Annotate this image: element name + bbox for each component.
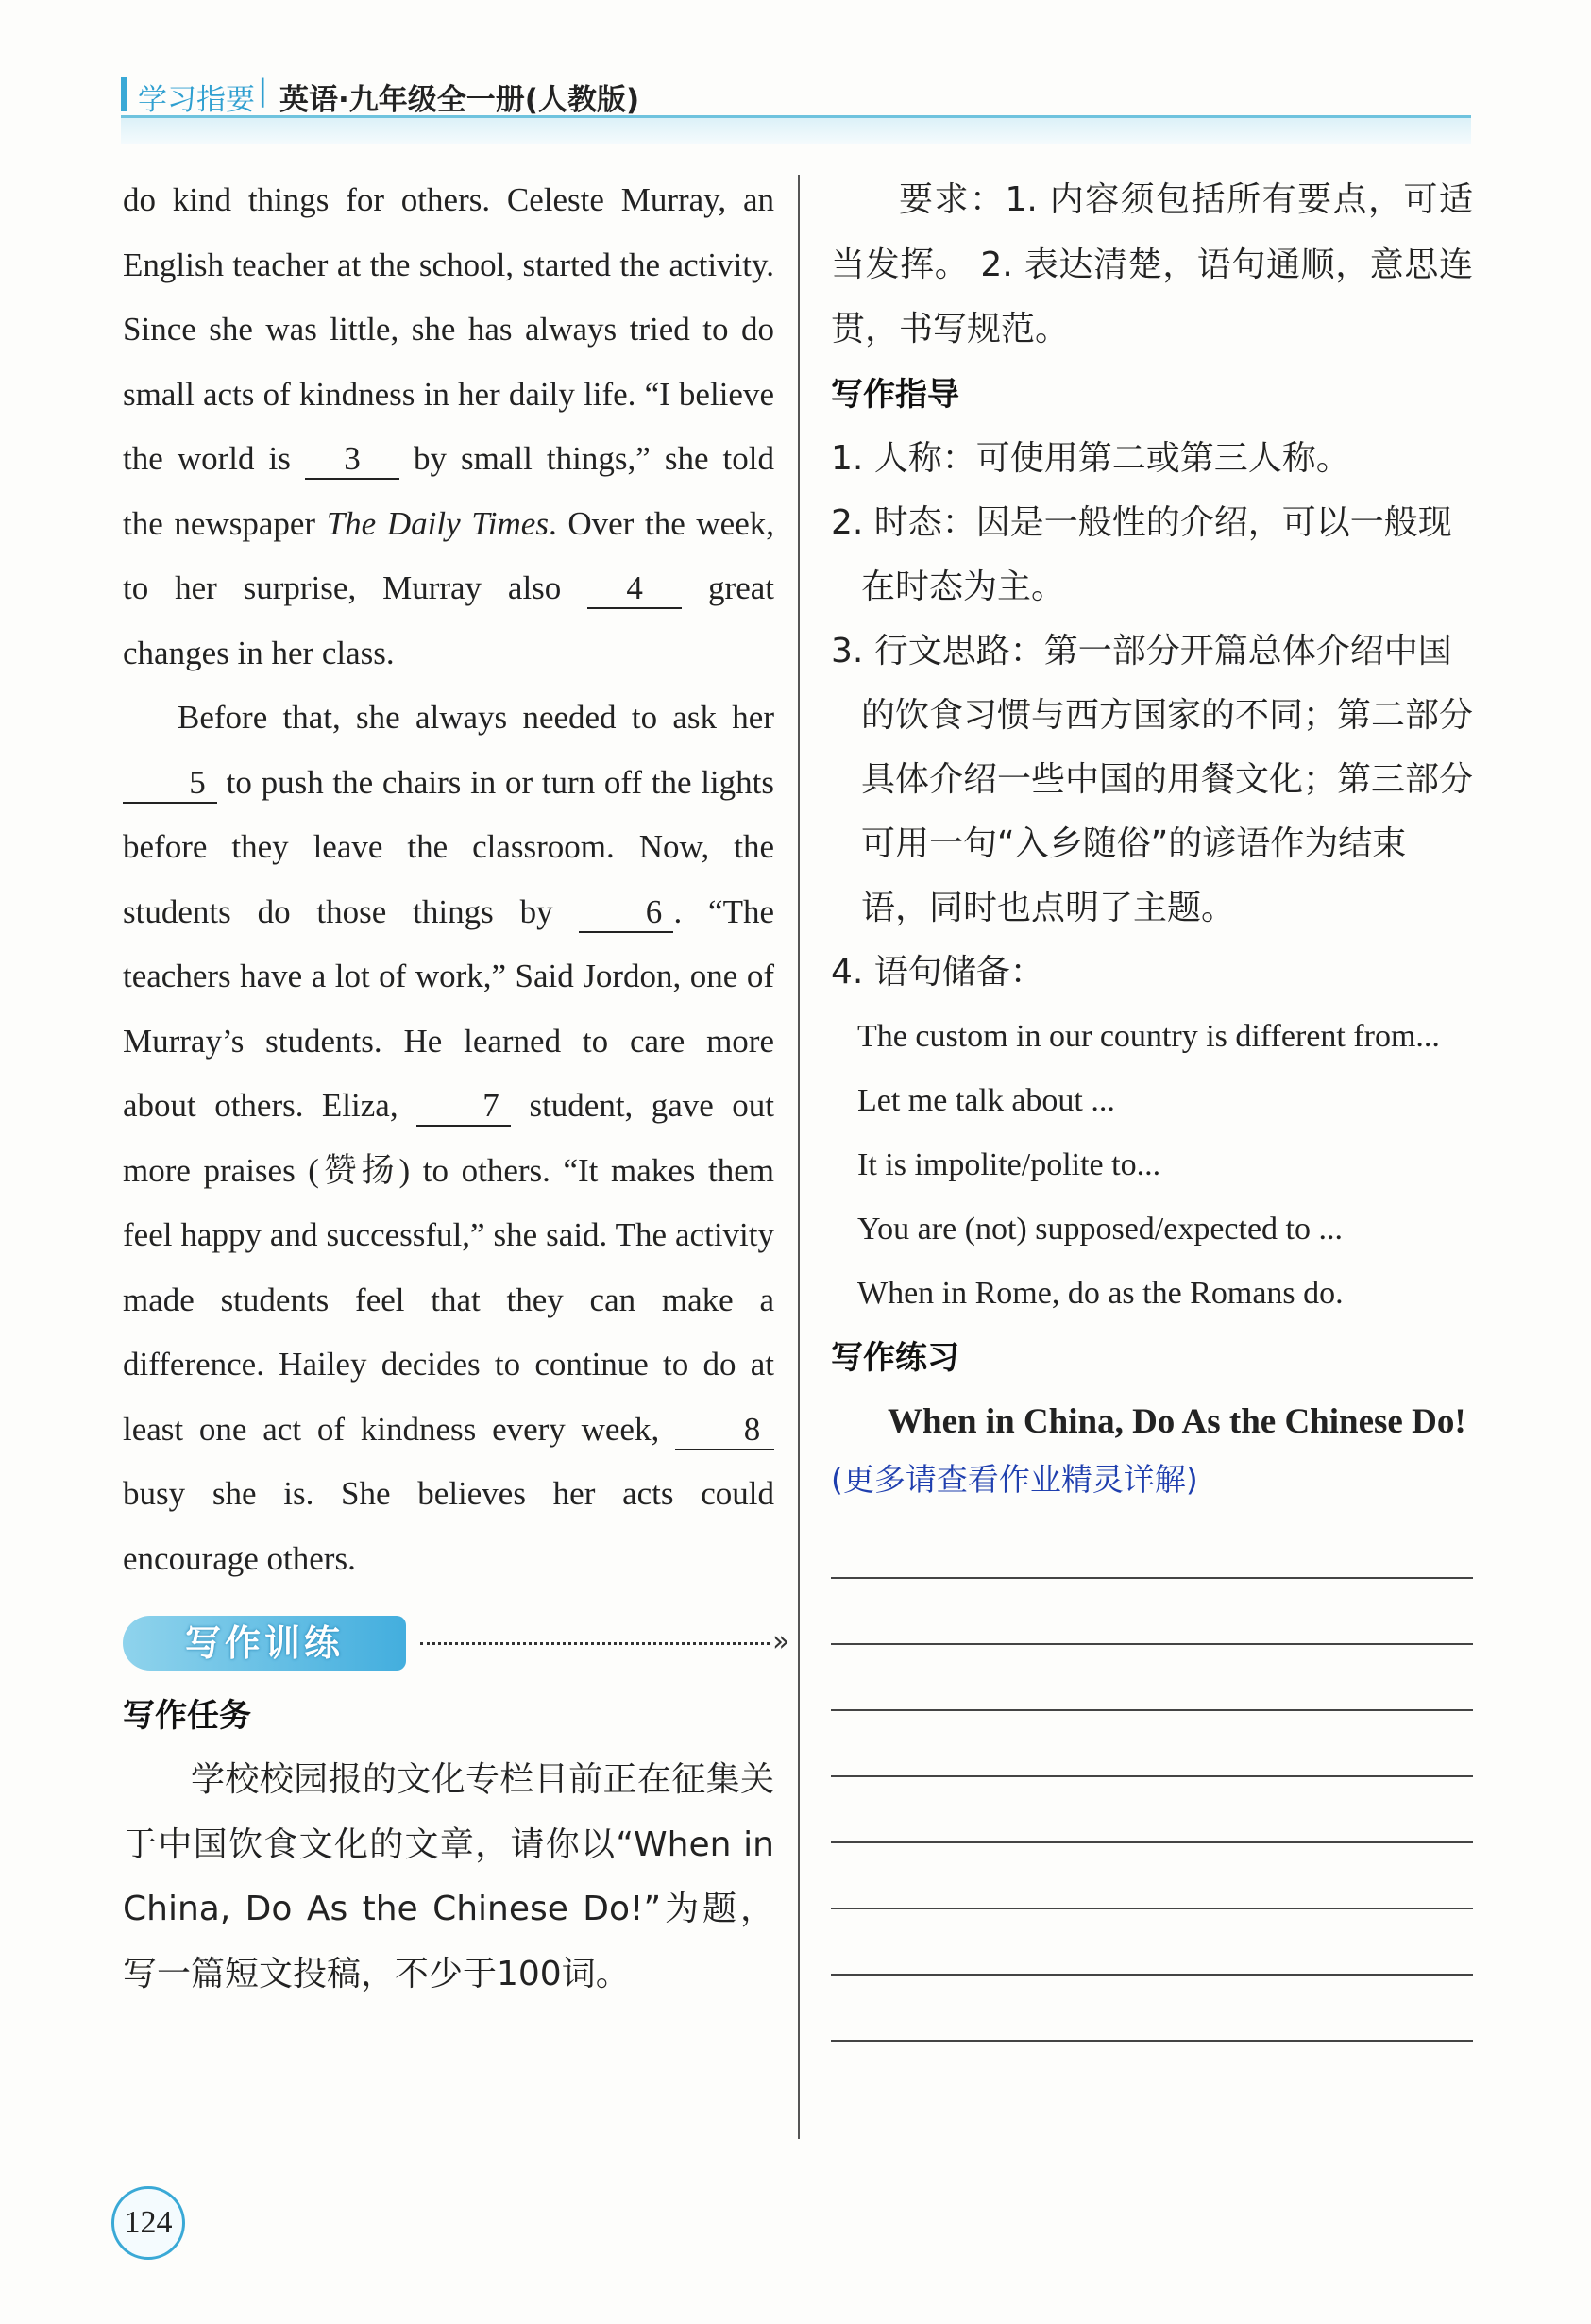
writing-line[interactable] [831,1777,1473,1843]
phrase-item: When in Rome, do as the Romans do. [857,1275,1344,1311]
header-brand: 学习指要 [138,83,255,117]
double-chevron-icon: » [772,1625,790,1658]
guide-item: 4. 语句储备： [831,952,1044,992]
writing-line[interactable] [831,1579,1473,1645]
writing-line[interactable] [831,1513,1473,1579]
writing-line[interactable] [831,1976,1473,2042]
guide-item: 1. 人称：可使用第二或第三人称。 [831,438,1350,478]
banner-dotted-line [420,1642,770,1645]
practice-title: When in China, Do As the Chinese Do! [888,1401,1466,1441]
phrase-item: The custom in our country is different from... [857,1018,1440,1054]
blank-5[interactable]: 5 [123,764,217,804]
right-column [831,168,1473,2042]
writing-training-badge: 写作训练 [123,1616,406,1671]
header-accent-bar [121,77,127,111]
writing-line[interactable] [831,1909,1473,1976]
page-number: 124 [111,2186,185,2260]
blank-6[interactable]: 6 [579,893,673,933]
phrase-item: You are (not) supposed/expected to ... [857,1211,1344,1247]
section-banner [123,1608,790,1684]
guide-item: 3. 行文思路：第一部分开篇总体介绍中国的饮食习惯与西方国家的不同；第二部分具体介绍一些中国的用餐文化；第三部分可用一句“入乡随俗”的谚语作为结束语，同时也点明了主题。 [831,631,1474,927]
blank-7[interactable]: 7 [416,1087,511,1127]
header-book-title: 英语·九年级全一册(人教版) [279,83,640,117]
header-band [121,118,1471,144]
blank-3[interactable]: 3 [305,440,399,480]
column-divider [798,175,800,2139]
phrase-item: It is impolite/polite to... [857,1146,1161,1182]
more-details-link[interactable]: (更多请查看作业精灵详解) [831,1460,1198,1498]
task-text: 学校校园报的文化专栏目前正在征集关于中国饮食文化的文章，请你以“When in China, Do As the Chinese Do!”为题，写一篇短文投稿，不少于100词。 [123,1760,774,1993]
writing-line[interactable] [831,1843,1473,1909]
phrase-item: Let me talk about ... [857,1082,1115,1118]
guide-heading: 写作指导 [831,375,959,414]
reading-paragraph-1: do kind things for others. Celeste Murray, an English teacher at the school, started the activity. Since she was little, she has always tried to do small acts of kindness in her daily life. “I believe the world is 3 by small things,” she told the newspaper The Daily Times. Over the week, to her surprise, Murray also 4 great changes in her class. [123,181,774,671]
guide-item: 2. 时态：因是一般性的介绍，可以一般现在时态为主。 [831,502,1452,606]
blank-8[interactable]: 8 [675,1411,774,1450]
newspaper-title: The Daily Times [326,504,549,542]
practice-heading: 写作练习 [831,1338,959,1377]
writing-line[interactable] [831,1645,1473,1711]
blank-4[interactable]: 4 [587,569,682,609]
writing-line[interactable] [831,1711,1473,1777]
requirements-text: 要求：1. 内容须包括所有要点，可适当发挥。 2. 表达清楚，语句通顺，意思连贯，书写规范。 [831,180,1473,348]
task-heading: 写作任务 [123,1697,251,1735]
reading-paragraph-2: Before that, she always needed to ask her 5 to push the chairs in or turn off the lights before they leave the classroom. Now, the students do those things by 6 . “The teachers have a lot of work,” Said Jordon, one of Murray’s students. He learned to care more about others. Eliza, 7 student, gave out more praises (赞扬) to others. “It makes them feel happy and successful,” she said. The activity made students feel that they can make a difference. Hailey decides to continue to do at least one act of kindness every week, 8 busy she is. She believes her acts could encourage others. [123,699,774,1577]
writing-lines [831,1513,1473,2042]
page-header [121,74,1471,118]
left-column [123,168,790,2007]
header-separator: | [258,74,268,108]
